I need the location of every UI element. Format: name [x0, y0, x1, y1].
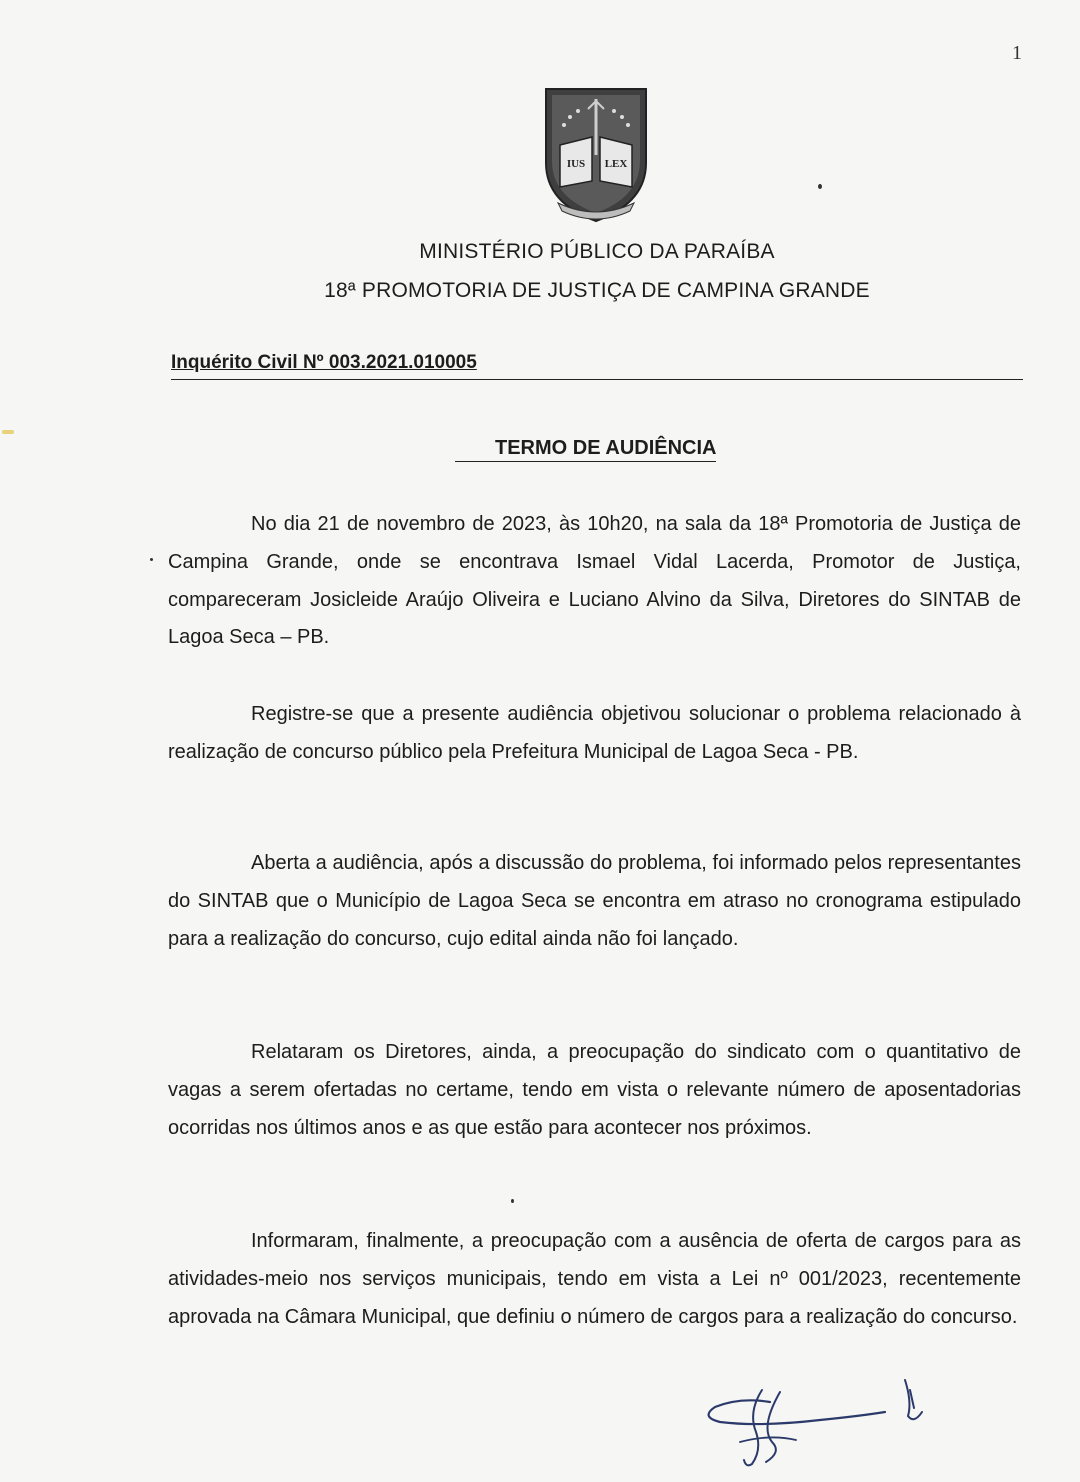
paragraph-opening: No dia 21 de novembro de 2023, às 10h20, na sala da 18ª Promotoria de Justiça de Campina Grande, onde se encontrava Ismael Vidal Lacerda, Promotor de Justiça, compareceram Josicleide Araújo Oliveira e Luciano Alvino da Silva, Diretores do SINTAB de Lagoa Seca – PB. — [168, 513, 1021, 649]
paragraph-discussion: Aberta a audiência, após a discussão do problema, foi informado pelos representantes do SINTAB que o Município de Lagoa Seca se encontra em atraso no cronograma estipulado para a realização do concurso, cujo edital ainda não foi lançado. — [168, 852, 1021, 950]
scan-speck — [150, 558, 153, 561]
page-number: 1 — [1012, 42, 1022, 64]
crest-left-book-text: IUS — [566, 158, 586, 170]
case-number-line — [171, 352, 1023, 380]
scan-speck — [511, 1199, 514, 1203]
crest-right-book-text: LEX — [604, 158, 628, 170]
institution-name: MINISTÉRIO PÚBLICO DA PARAÍBA — [419, 240, 775, 263]
case-number: Inquérito Civil Nº 003.2021.010005 — [171, 352, 477, 373]
paragraph-positions: Informaram, finalmente, a preocupação com a ausência de oferta de cargos para as atividades-meio nos serviços municipais, tendo em vista a Lei nº 001/2023, recentemente aprovada na Câmara Municipal, que definiu o número de cargos para a realização do concurso. — [168, 1230, 1021, 1328]
crest-emblem-icon — [540, 85, 652, 225]
document-title: TERMO DE AUDIÊNCIA — [455, 437, 716, 462]
paragraph-vacancies: Relataram os Diretores, ainda, a preocupação do sindicato com o quantitativo de vagas a serem ofertadas no certame, tendo em vista o relevante número de aposentadorias ocorridas nos últimos anos e as que estão para acontecer nos próximos. — [168, 1041, 1021, 1139]
paragraph-purpose: Registre-se que a presente audiência objetivou solucionar o problema relacionado à realização de concurso público pela Prefeitura Municipal de Lagoa Seca - PB. — [168, 703, 1021, 763]
scan-speck — [2, 430, 14, 434]
handwritten-signature-icon — [700, 1372, 940, 1472]
prosecutor-office-name: 18ª PROMOTORIA DE JUSTIÇA DE CAMPINA GRANDE — [324, 279, 870, 302]
scan-speck — [818, 184, 822, 189]
